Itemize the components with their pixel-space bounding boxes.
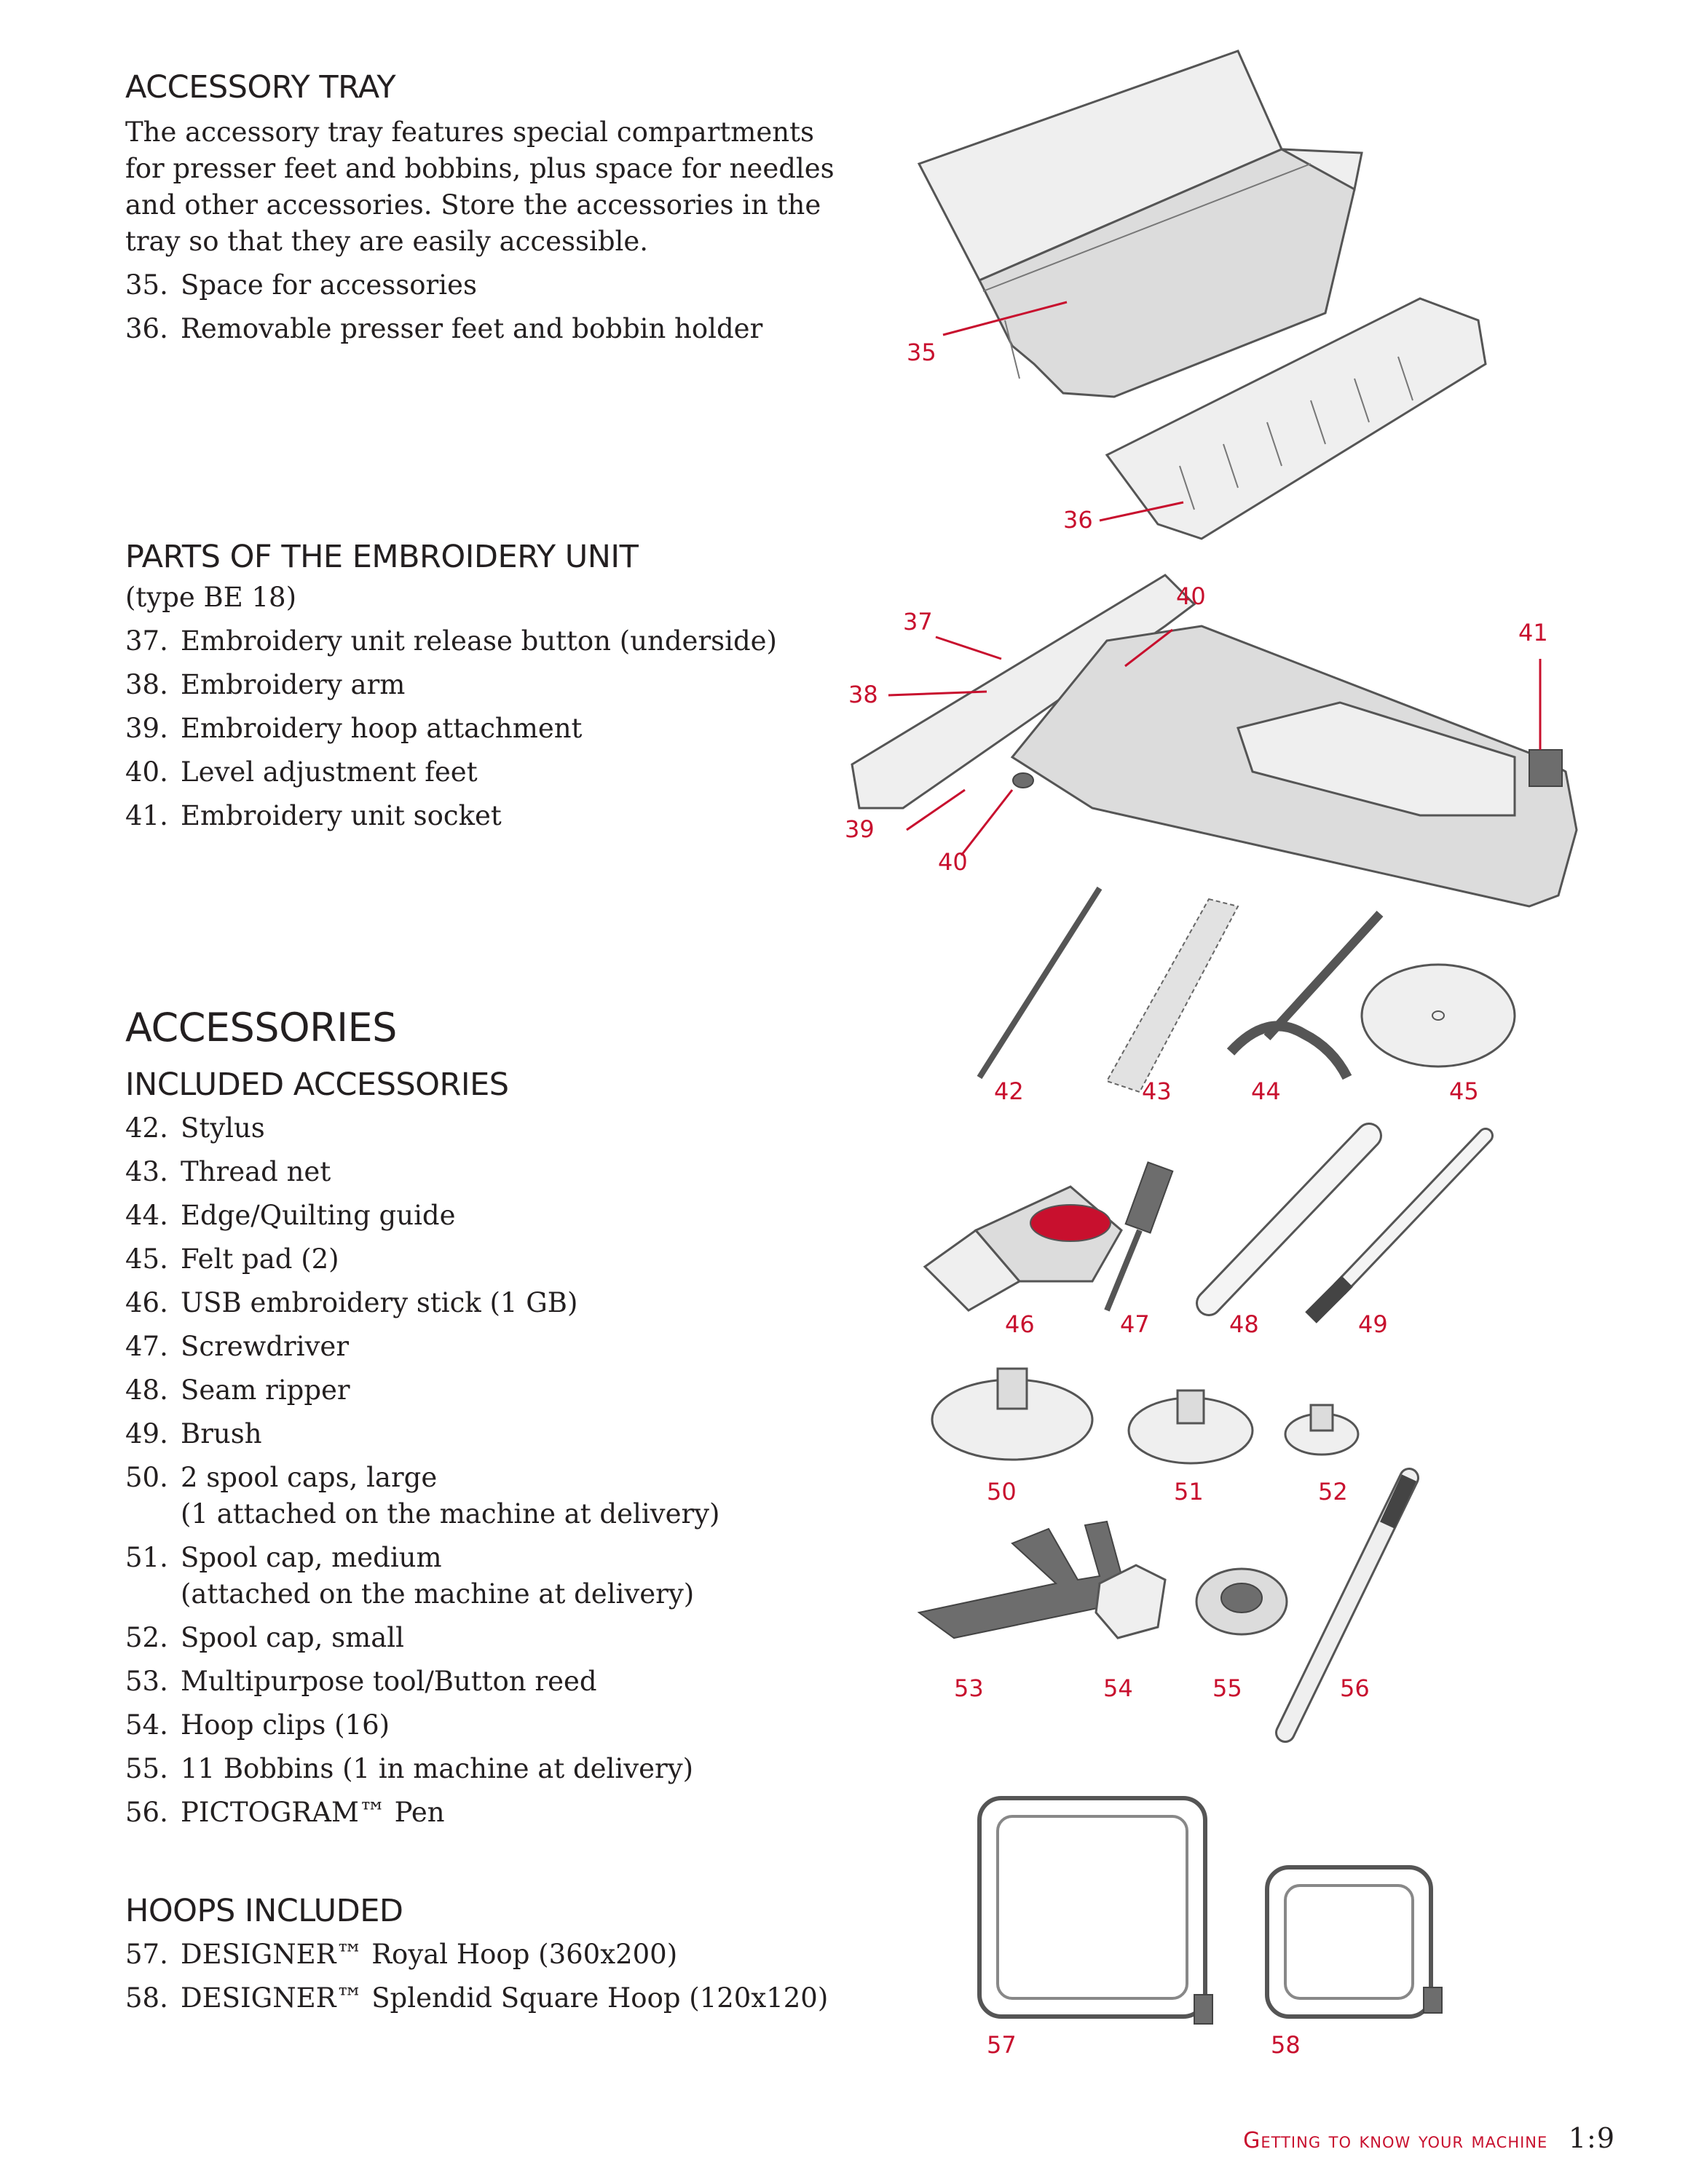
bobbin-illustration <box>1196 1569 1287 1634</box>
list-item <box>125 1795 853 1831</box>
accessories-section <box>125 1005 853 1838</box>
stylus-illustration <box>979 888 1100 1077</box>
royal-hoop-illustration <box>979 1798 1212 2024</box>
accessory-tray-illustration <box>919 51 1362 397</box>
list-item <box>125 1372 853 1409</box>
item-label: Screwdriver <box>181 1331 350 1362</box>
embroidery-unit-heading: PARTS OF THE EMBROIDERY UNIT <box>125 539 639 575</box>
item-label: Edge/Quilting guide <box>181 1200 456 1231</box>
embroidery-unit-section <box>125 539 853 842</box>
callout-56: 56 <box>1340 1674 1370 1702</box>
callout-43: 43 <box>1142 1077 1172 1105</box>
felt-pad-illustration <box>1362 965 1515 1067</box>
callout-58: 58 <box>1271 2031 1301 2059</box>
item-number: 54. <box>125 1709 168 1741</box>
callout-57: 57 <box>987 2031 1017 2059</box>
list-item <box>125 1540 853 1613</box>
hoops-section <box>125 1893 853 2024</box>
callout-40b: 40 <box>1176 582 1206 610</box>
item-number: 46. <box>125 1287 168 1318</box>
item-label: 11 Bobbins (1 in machine at delivery) <box>181 1753 694 1784</box>
item-number: 38. <box>125 669 168 700</box>
item-number: 49. <box>125 1418 168 1449</box>
item-number: 55. <box>125 1753 168 1784</box>
included-accessories-heading: INCLUDED ACCESSORIES <box>125 1067 509 1103</box>
item-number: 45. <box>125 1243 168 1275</box>
item-number: 50. <box>125 1462 168 1493</box>
list-item <box>125 311 853 347</box>
list-item <box>125 1751 853 1787</box>
hoops-heading: HOOPS INCLUDED <box>125 1893 403 1929</box>
item-number: 51. <box>125 1542 168 1573</box>
list-item <box>125 623 853 660</box>
item-number: 35. <box>125 269 168 301</box>
item-label: Brush <box>181 1418 262 1449</box>
callout-36: 36 <box>1063 506 1093 534</box>
item-label: USB embroidery stick (1 GB) <box>181 1287 578 1318</box>
accessory-tray-description: The accessory tray features special compartments for presser feet and bobbins, plus space for needles and other accessories. Store the accessories in the tray so that they are easily accessible. <box>125 116 835 257</box>
thread-net-illustration <box>1107 899 1238 1092</box>
list-item <box>125 1110 853 1147</box>
list-item <box>125 711 853 747</box>
callout-54: 54 <box>1103 1674 1133 1702</box>
hoops-list <box>125 1936 853 2017</box>
item-number: 57. <box>125 1939 168 1970</box>
callout-51: 51 <box>1174 1478 1204 1506</box>
list-item <box>125 1620 853 1656</box>
item-label: Embroidery unit socket <box>181 800 502 831</box>
item-number: 47. <box>125 1331 168 1362</box>
item-label-note: (1 attached on the machine at delivery) <box>181 1498 720 1530</box>
callout-46: 46 <box>1005 1310 1035 1338</box>
callout-35: 35 <box>907 339 936 366</box>
spool-cap-large-illustration <box>932 1369 1092 1460</box>
item-label: 2 spool caps, large <box>181 1462 438 1493</box>
list-item <box>125 1241 853 1278</box>
list-item <box>125 1936 853 1973</box>
item-label: PICTOGRAM™ Pen <box>181 1797 445 1828</box>
accessory-tray-heading: ACCESSORY TRAY <box>125 69 396 106</box>
callout-47: 47 <box>1120 1310 1150 1338</box>
item-number: 39. <box>125 713 168 744</box>
list-item <box>125 1663 853 1700</box>
item-label: Embroidery unit release button (underside) <box>181 625 777 657</box>
multipurpose-tool-illustration <box>919 1522 1129 1638</box>
list-item <box>125 267 853 304</box>
item-number: 52. <box>125 1622 168 1653</box>
callout-48: 48 <box>1229 1310 1259 1338</box>
list-item <box>125 1285 853 1321</box>
page-footer <box>1243 2122 1615 2154</box>
item-label: Thread net <box>181 1156 331 1187</box>
item-number: 43. <box>125 1156 168 1187</box>
splendid-square-hoop-illustration <box>1267 1867 1442 2017</box>
item-label: Spool cap, small <box>181 1622 404 1653</box>
callout-52: 52 <box>1318 1478 1348 1506</box>
item-number: 44. <box>125 1200 168 1231</box>
callout-53: 53 <box>954 1674 984 1702</box>
item-number: 48. <box>125 1374 168 1406</box>
item-label-note: (attached on the machine at delivery) <box>181 1578 695 1610</box>
callout-38: 38 <box>848 681 878 708</box>
item-number: 53. <box>125 1666 168 1697</box>
item-label: DESIGNER™ Splendid Square Hoop (120x120) <box>181 1982 829 2014</box>
list-item <box>125 1460 853 1532</box>
list-item <box>125 798 853 834</box>
callout-37: 37 <box>903 608 933 636</box>
item-label: Space for accessories <box>181 269 477 301</box>
edge-guide-illustration <box>1231 914 1380 1077</box>
accessory-tray-section <box>125 69 853 355</box>
list-item <box>125 1416 853 1452</box>
item-label: Embroidery hoop attachment <box>181 713 583 744</box>
accessories-heading: ACCESSORIES <box>125 1005 397 1051</box>
item-number: 42. <box>125 1112 168 1144</box>
item-label: Removable presser feet and bobbin holder <box>181 313 763 344</box>
item-label: DESIGNER™ Royal Hoop (360x200) <box>181 1939 678 1970</box>
callout-45: 45 <box>1449 1077 1479 1105</box>
item-number: 40. <box>125 756 168 788</box>
embroidery-unit-type: (type BE 18) <box>125 582 297 613</box>
list-item <box>125 1707 853 1744</box>
list-item <box>125 1198 853 1234</box>
callout-50: 50 <box>987 1478 1017 1506</box>
list-item <box>125 1329 853 1365</box>
item-number: 37. <box>125 625 168 657</box>
callout-44: 44 <box>1251 1077 1281 1105</box>
list-item <box>125 667 853 703</box>
item-label: Felt pad (2) <box>181 1243 339 1275</box>
item-label: Seam ripper <box>181 1374 350 1406</box>
callout-42: 42 <box>994 1077 1024 1105</box>
spool-cap-medium-illustration <box>1129 1390 1253 1463</box>
item-label: Spool cap, medium <box>181 1542 442 1573</box>
item-label: Multipurpose tool/Button reed <box>181 1666 597 1697</box>
callout-49: 49 <box>1358 1310 1388 1338</box>
accessory-tray-list <box>125 267 853 347</box>
list-item <box>125 754 853 791</box>
list-item <box>125 1980 853 2017</box>
item-number: 56. <box>125 1797 168 1828</box>
callout-40a: 40 <box>938 848 968 876</box>
included-accessories-list <box>125 1110 853 1831</box>
footer-section-title: Getting to know your machine <box>1243 2128 1548 2153</box>
item-label: Level adjustment feet <box>181 756 478 788</box>
item-number: 58. <box>125 1982 168 2014</box>
spool-cap-small-illustration <box>1285 1405 1358 1455</box>
embroidery-unit-list <box>125 623 853 834</box>
item-label: Stylus <box>181 1112 265 1144</box>
page-number: 1:9 <box>1568 2122 1615 2154</box>
callout-39: 39 <box>845 815 875 843</box>
item-number: 41. <box>125 800 168 831</box>
callout-41: 41 <box>1518 619 1548 646</box>
callout-55: 55 <box>1212 1674 1242 1702</box>
usb-stick-illustration <box>925 1187 1121 1310</box>
item-label: Embroidery arm <box>181 669 406 700</box>
item-number: 36. <box>125 313 168 344</box>
list-item <box>125 1154 853 1190</box>
item-label: Hoop clips (16) <box>181 1709 390 1741</box>
